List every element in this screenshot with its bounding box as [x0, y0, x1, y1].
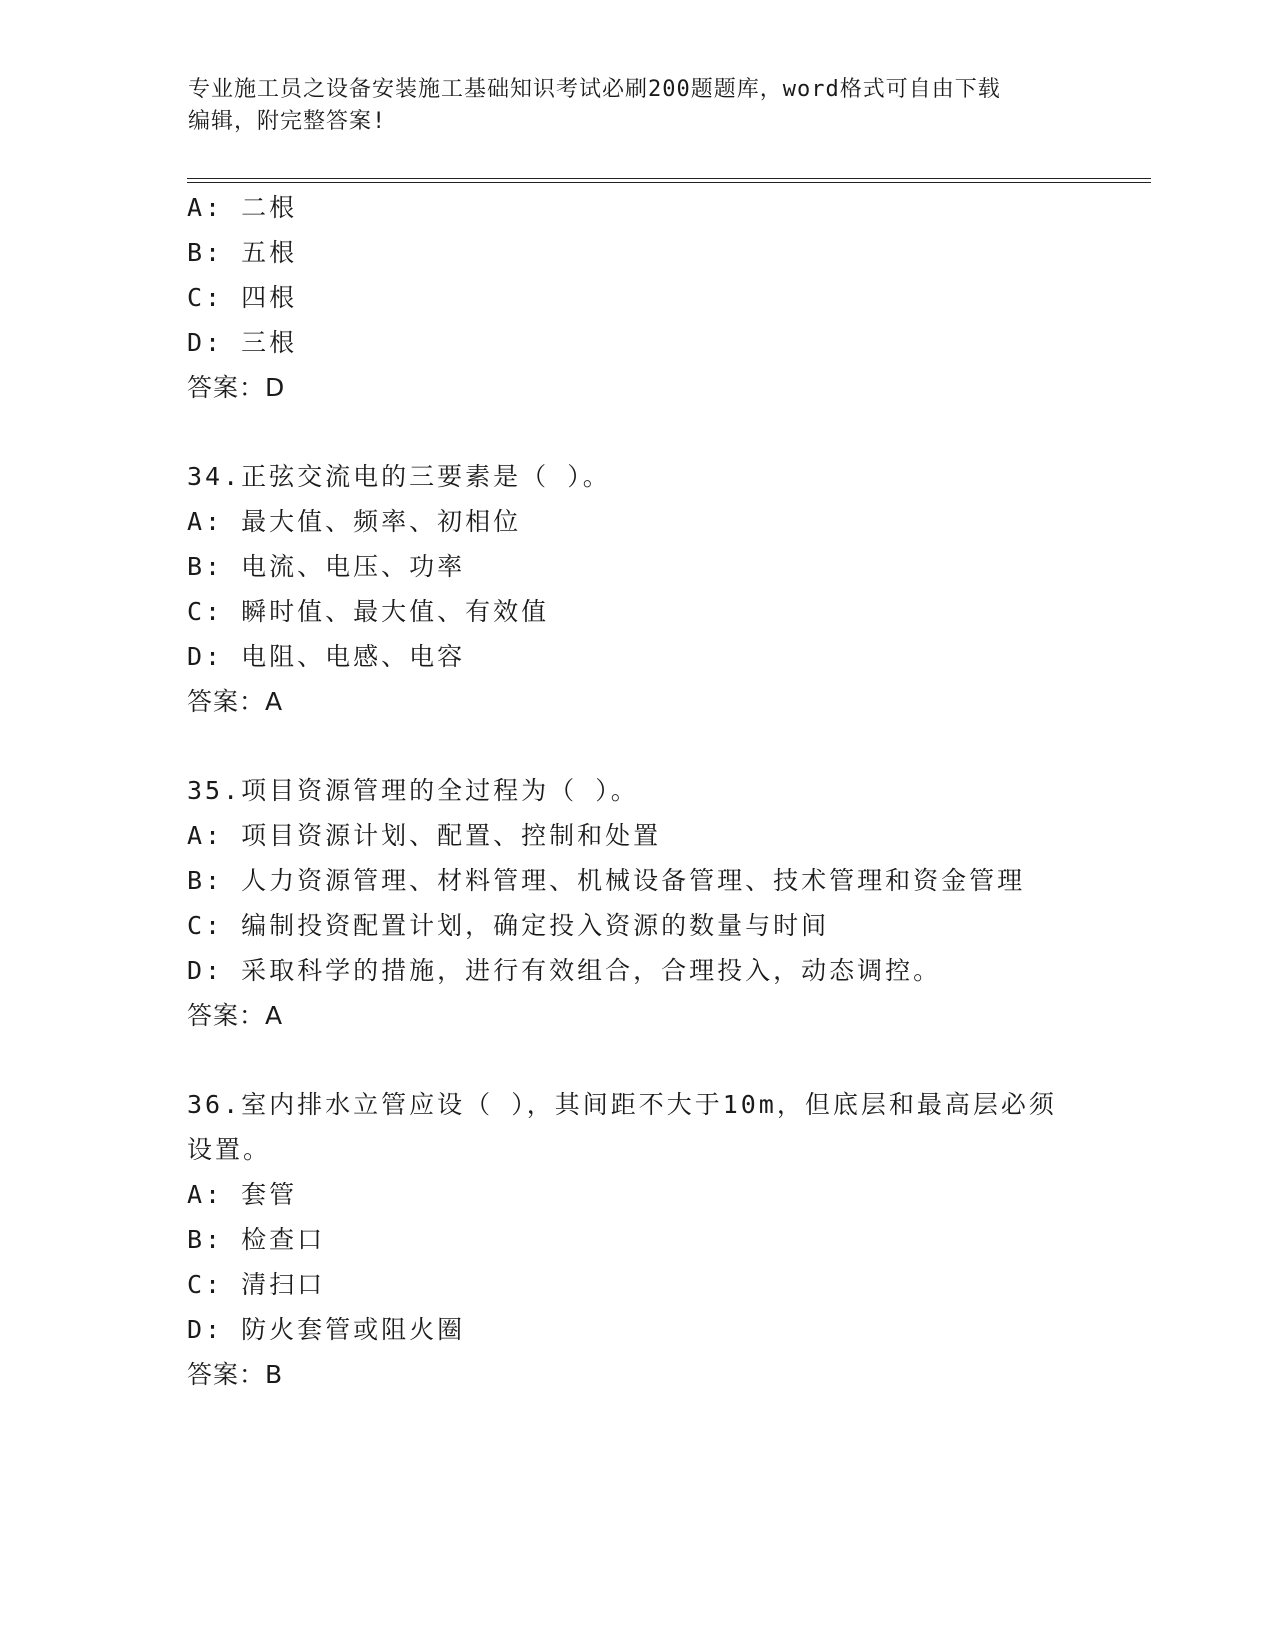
- q35-option-c: C: 编制投资配置计划，确定投入资源的数量与时间: [187, 911, 830, 940]
- q34-option-d: D: 电阻、电感、电容: [187, 642, 466, 671]
- q34-answer: 答案：A: [187, 687, 284, 716]
- header-line-2: 编辑，附完整答案!: [188, 109, 387, 134]
- q34-option-b: B: 电流、电压、功率: [187, 552, 466, 581]
- header-line-1: 专业施工员之设备安装施工基础知识考试必刷200题题库，word格式可自由下载: [188, 77, 1001, 102]
- q35-option-a: A: 项目资源计划、配置、控制和处置: [187, 821, 662, 850]
- q36-option-a: A: 套管: [187, 1180, 298, 1209]
- q33-answer: 答案：D: [187, 373, 286, 402]
- header-divider-bottom: [187, 182, 1151, 183]
- q33-option-b: B: 五根: [187, 238, 298, 267]
- q34-option-c: C: 瞬时值、最大值、有效值: [187, 597, 550, 626]
- q35-option-d: D: 采取科学的措施，进行有效组合，合理投入，动态调控。: [187, 956, 942, 985]
- header-divider-top: [187, 178, 1151, 179]
- q36-option-b: B: 检查口: [187, 1225, 326, 1254]
- q33-option-a: A: 二根: [187, 193, 298, 222]
- q33-option-d: D: 三根: [187, 328, 298, 357]
- q36-option-d: D: 防火套管或阻火圈: [187, 1315, 466, 1344]
- q36-option-c: C: 清扫口: [187, 1270, 326, 1299]
- q35-answer: 答案：A: [187, 1001, 284, 1030]
- q34-option-a: A: 最大值、频率、初相位: [187, 507, 522, 536]
- q36-answer: 答案：B: [187, 1360, 284, 1389]
- q35-question: 35.项目资源管理的全过程为（ ）。: [187, 776, 639, 805]
- document-header: [188, 74, 1088, 138]
- q36-question-line-1: 36.室内排水立管应设（ ），其间距不大于10m，但底层和最高层必须: [187, 1090, 1057, 1119]
- q34-question: 34.正弦交流电的三要素是（ ）。: [187, 462, 611, 491]
- q33-option-c: C: 四根: [187, 283, 298, 312]
- q36-question-line-2: 设置。: [187, 1135, 272, 1164]
- q35-option-b: B: 人力资源管理、材料管理、机械设备管理、技术管理和资金管理: [187, 866, 1026, 895]
